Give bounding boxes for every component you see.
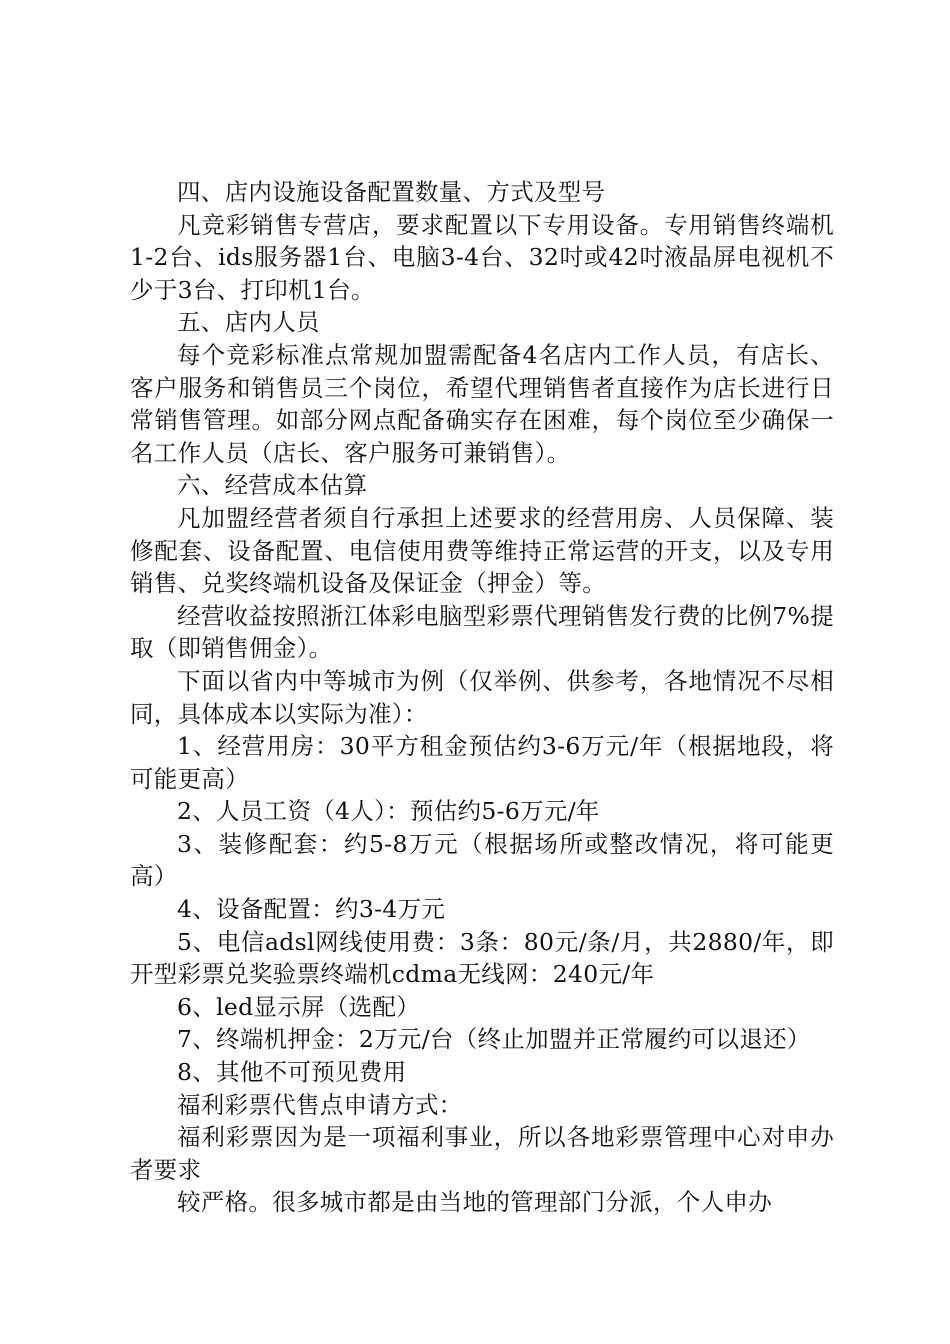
list-item-telecom: 5、电信adsl网线使用费：3条：80元/条/月，共2880/年，即开型彩票兑奖验票终端机cdma无线网：240元/年 bbox=[130, 927, 834, 989]
section-heading-staff: 五、店内人员 bbox=[177, 308, 320, 337]
list-item-decoration: 3、装修配套：约5-8万元（根据场所或整改情况，将可能更高） bbox=[130, 829, 834, 891]
paragraph-equipment: 凡竞彩销售专营店，要求配置以下专用设备。专用销售终端机1-2台、ids服务器1台、电脑3-4台、32吋或42吋液晶屏电视机不少于3台、打印机1台。 bbox=[130, 210, 834, 304]
paragraph-revenue: 经营收益按照浙江体彩电脑型彩票代理销售发行费的比例7%提取（即销售佣金）。 bbox=[130, 601, 834, 663]
document-page bbox=[130, 176, 834, 1219]
section-heading-facilities: 四、店内设施设备配置数量、方式及型号 bbox=[177, 178, 606, 206]
paragraph-cost-overview: 凡加盟经营者须自行承担上述要求的经营用房、人员保障、装修配套、设备配置、电信使用费等维持正常运营的开支，以及专用销售、兑奖终端机设备及保证金（押金）等。 bbox=[130, 503, 834, 598]
paragraph-staff: 每个竞彩标准点常规加盟需配备4名店内工作人员，有店长、客户服务和销售员三个岗位，希望代理销售者直接作为店长进行日常销售管理。如部分网点配备确实存在困难，每个岗位至少确保一名工作人员（店长、客户服务可兼销售）。 bbox=[130, 340, 834, 467]
list-item-other: 8、其他不可预见费用 bbox=[177, 1058, 407, 1087]
list-item-deposit: 7、终端机押金：2万元/台（终止加盟并正常履约可以退还） bbox=[177, 1025, 811, 1054]
paragraph-welfare-1: 福利彩票因为是一项福利事业，所以各地彩票管理中心对申办者要求 bbox=[130, 1123, 834, 1184]
list-item-led: 6、led显示屏（选配） bbox=[177, 992, 421, 1021]
list-item-rent: 1、经营用房：30平方租金预估约3-6万元/年（根据地段，将可能更高） bbox=[130, 732, 834, 793]
paragraph-example-intro: 下面以省内中等城市为例（仅举例、供参考，各地情况不尽相同，具体成本以实际为准）： bbox=[130, 666, 834, 728]
section-heading-welfare: 福利彩票代售点申请方式： bbox=[177, 1090, 463, 1119]
section-heading-cost: 六、经营成本估算 bbox=[177, 471, 368, 500]
list-item-equipment: 4、设备配置：约3-4万元 bbox=[177, 895, 446, 924]
paragraph-welfare-2: 较严格。很多城市都是由当地的管理部门分派，个人申办 bbox=[177, 1188, 772, 1217]
list-item-wages: 2、人员工资（4人）：预估约5-6万元/年 bbox=[177, 797, 600, 826]
